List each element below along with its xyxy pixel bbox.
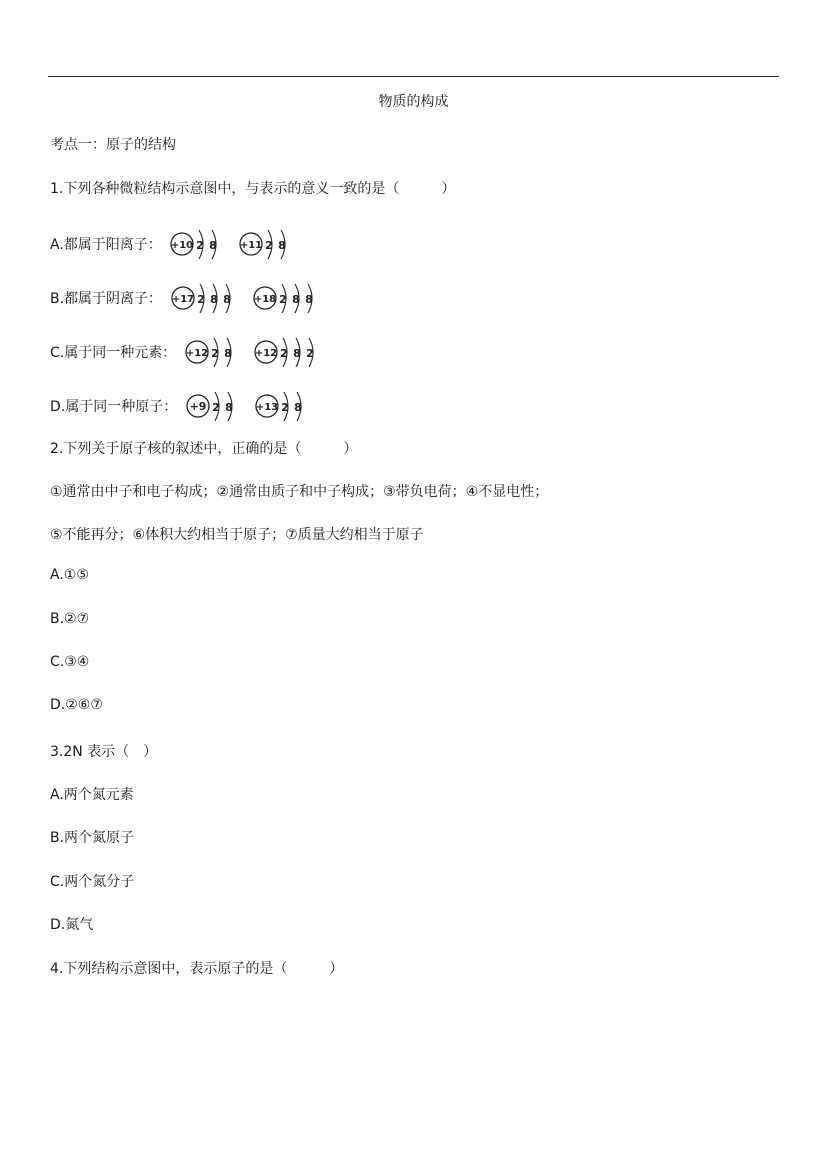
atom-diagram-svg xyxy=(184,390,245,424)
q3-option-b: B.两个氮原子 xyxy=(50,830,135,846)
q1-option-d xyxy=(50,390,314,424)
q3-option-d: D.氮气 xyxy=(50,917,94,933)
q1-option-b xyxy=(50,282,325,316)
electron-count: 2 xyxy=(196,293,205,306)
atom-diagram-svg xyxy=(237,228,298,262)
atom-diagram xyxy=(169,282,243,316)
atom-diagram-svg xyxy=(253,390,314,424)
electron-count: 2 xyxy=(278,293,287,306)
section-heading: 考点一：原子的结构 xyxy=(50,137,176,153)
nucleus-charge: +12 xyxy=(185,348,208,359)
atom-diagram-svg xyxy=(168,228,229,262)
electron-count: 8 xyxy=(224,401,233,414)
question-4-stem: 4.下列结构示意图中，表示原子的是（ ） xyxy=(50,961,344,977)
atom-diagram xyxy=(251,282,325,316)
q1-option-a xyxy=(50,228,298,262)
q1-option-c-label: C.属于同一种元素： xyxy=(50,345,177,361)
q1-option-d-label: D.属于同一种原子： xyxy=(50,399,178,415)
atom-diagram xyxy=(183,336,244,370)
electron-count: 8 xyxy=(223,347,232,360)
q3-option-a: A.两个氮元素 xyxy=(50,787,134,803)
atom-diagram xyxy=(184,390,245,424)
q2-option-c: C.③④ xyxy=(50,654,90,670)
nucleus-charge: +13 xyxy=(255,402,278,413)
header-rule xyxy=(48,76,779,77)
atom-diagram-svg xyxy=(252,336,326,370)
nucleus-charge: +9 xyxy=(189,400,207,413)
atom-diagram xyxy=(252,336,326,370)
electron-count: 2 xyxy=(211,401,220,414)
atom-diagram-svg xyxy=(169,282,243,316)
q1-option-b-label: B.都属于阴离子： xyxy=(50,291,163,307)
electron-count: 8 xyxy=(209,239,218,252)
electron-count: 2 xyxy=(196,239,205,252)
atom-diagram xyxy=(253,390,314,424)
question-2-statements-line-1: ①通常由中子和电子构成；②通常由质子和中子构成；③带负电荷；④不显电性； xyxy=(50,484,549,500)
q1-option-c xyxy=(50,336,326,370)
nucleus-charge: +18 xyxy=(253,294,276,305)
q2-option-b: B.②⑦ xyxy=(50,611,90,627)
question-1-stem: 1.下列各种微粒结构示意图中，与表示的意义一致的是（ ） xyxy=(50,181,456,197)
electron-count: 2 xyxy=(280,401,289,414)
page-title: 物质的构成 xyxy=(378,94,449,110)
nucleus-charge: +11 xyxy=(240,240,263,251)
q2-option-d: D.②⑥⑦ xyxy=(50,697,103,713)
electron-count: 8 xyxy=(291,293,300,306)
question-2-statements-line-2: ⑤不能再分；⑥体积大约相当于原子；⑦质量大约相当于原子 xyxy=(50,527,424,543)
atom-diagram xyxy=(237,228,298,262)
atom-diagram xyxy=(168,228,229,262)
electron-count: 8 xyxy=(222,293,231,306)
electron-count: 8 xyxy=(278,239,287,252)
electron-count: 8 xyxy=(304,293,313,306)
electron-count: 8 xyxy=(293,401,302,414)
electron-count: 8 xyxy=(292,347,301,360)
atom-diagram-svg xyxy=(183,336,244,370)
q3-option-c: C.两个氮分子 xyxy=(50,874,135,890)
nucleus-charge: +12 xyxy=(254,348,277,359)
electron-count: 2 xyxy=(210,347,219,360)
q1-option-a-label: A.都属于阳离子： xyxy=(50,237,162,253)
electron-count: 2 xyxy=(305,347,314,360)
nucleus-charge: +10 xyxy=(171,240,194,251)
electron-count: 8 xyxy=(209,293,218,306)
electron-count: 2 xyxy=(265,239,274,252)
electron-count: 2 xyxy=(279,347,288,360)
question-2-stem: 2.下列关于原子核的叙述中，正确的是（ ） xyxy=(50,441,358,457)
question-3-stem: 3.2N 表示（ ） xyxy=(50,744,158,760)
nucleus-charge: +17 xyxy=(171,294,194,305)
atom-diagram-svg xyxy=(251,282,325,316)
q2-option-a: A.①⑤ xyxy=(50,567,89,583)
